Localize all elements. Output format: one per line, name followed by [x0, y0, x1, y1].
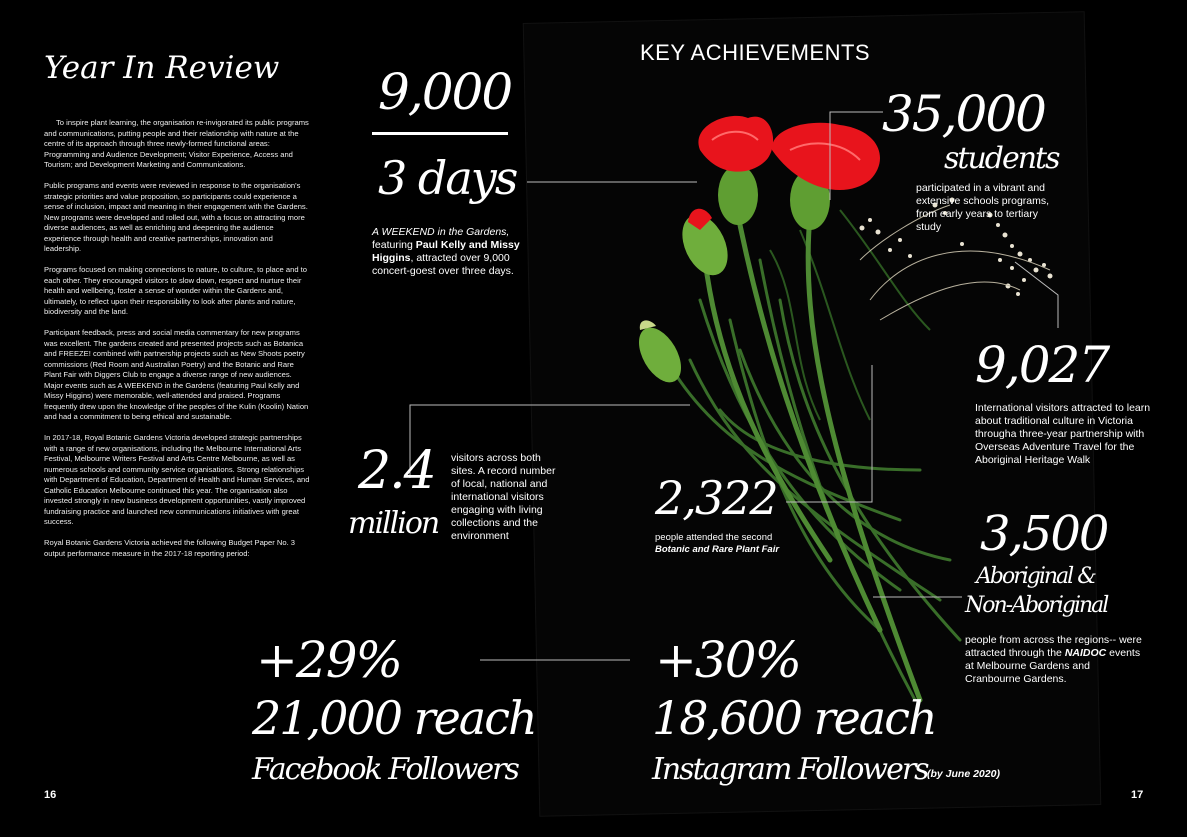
stat-visitors-caption: visitors across both sites. A record number of local, national and international visitors engaging with living collections and the environment [451, 452, 556, 542]
stat-instagram-reach: 18,600 reach [652, 691, 936, 745]
stat-fair-number: 2,322 [655, 471, 777, 525]
stat-instagram-label: Instagram Followers [652, 752, 928, 787]
caption-text: people from across the regions-- were attracted through the [965, 634, 1142, 659]
body-paragraph: To inspire plant learning, the organisation re-invigorated its public programs and communications, putting people and their relationship with nature at the centre of its approach through three newly-formed functional areas: Programming and Audience Development; Visitor Experience, Access and Tourism; and Development Marketing and Communications. [44, 118, 309, 169]
stat-concert-caption [372, 226, 522, 278]
stat-naidoc-caption [965, 634, 1145, 686]
stat-facebook-reach: 21,000 reach [252, 691, 536, 745]
stat-visitors-unit: million [348, 506, 439, 541]
page-number-right: 17 [1131, 789, 1144, 801]
body-paragraph: Programs focused on making connections to nature, to culture, to place and to each other. They encouraged visitors to slow down, respect and nurture their health and wellbeing, foster a sense of wonder within the Gardens and, ultimately, to reflect upon their responsibility to look after plants and nature, biodiversity and the land. [44, 265, 307, 316]
body-paragraph: Public programs and events were reviewed in response to the organisation's strategic priorities and value proposition, so participants could experience a sense of inclusion, impact and meaning in their engagement with the Gardens. New programs were developed and rolled out, with a focus on attracting more diverse audiences, as well as enriching and deepening the audience experience through health and creative partnerships, innovation and leadership. [44, 181, 308, 253]
body-text-column [44, 118, 310, 570]
stat-naidoc-number: 3,500 [980, 506, 1108, 562]
body-paragraph: Royal Botanic Gardens Victoria achieved the following Budget Paper No. 3 output performance measure in the 2017-18 reporting period: [44, 538, 296, 558]
stat-students-number: 35,000 [882, 85, 1045, 143]
stat-international-caption: International visitors attracted to learn about traditional culture in Victoria througha three-year partnership with Overseas Adventure Travel for the Aboriginal Heritage Walk [975, 402, 1151, 466]
body-paragraph: Participant feedback, press and social media commentary for new programs was excellent. The gardens created and presented projects such as Botanica and FREEZE! combined with partnership projects such as New Shoots poetry commissions (Red Room and Australian Poetry) and the Botanic and Rare Plant Fair with Diggers Club to engage a diverse range of new audiences. Major events such as A WEEKEND in the Gardens (featuring Paul Kelly and Missy Higgins) were memorable, well-attended and praised. Programs frequently drew upon the knowledge of the peoples of the Kulin (Koolin) Nation and had a commitment to being ethical and sustainable. [44, 328, 309, 421]
stat-instagram-note: (by June 2020) [927, 768, 1000, 780]
body-paragraph: In 2017-18, Royal Botanic Gardens Victoria developed strategic partnerships with a range of new organisations, including the Melbourne International Arts Festival, Melbourne Writers Festival and Arts Centre Melbourne, as well as numerous schools and community service organisations. Strong relationships with Department of Education, Department of Health and Human Services, and Catholic Education Melbourne continued this year. The organisation also invested strongly in new business development opportunities, vastly improved fundraising practice and launched new communications initiatives with great success. [44, 433, 310, 526]
caption-text: people attended the second [655, 532, 773, 543]
caption-event-name: A WEEKEND in the Gardens, [372, 226, 510, 238]
caption-naidoc: NAIDOC [1064, 647, 1107, 659]
stat-students-caption: participated in a vibrant and extensive schools programs, from early years to tertiary study [916, 182, 1050, 233]
key-achievements-heading: KEY ACHIEVEMENTS [640, 40, 871, 65]
caption-fair-name: Botanic and Rare Plant Fair [655, 544, 780, 555]
caption-text: , attracted over 9,000 concert-goest over three days. [372, 252, 514, 277]
stat-concert-days: 3 days [378, 151, 517, 205]
stat-concert-number: 9,000 [378, 63, 512, 121]
stat-concert-divider [372, 132, 508, 135]
page-number-left: 16 [44, 789, 57, 801]
caption-text: featuring [372, 239, 416, 251]
stat-instagram-percent: +30% [655, 631, 801, 689]
stat-naidoc-label-2: Non-Aboriginal [965, 593, 1108, 618]
stat-facebook-percent: +29% [256, 631, 402, 689]
caption-performers: Paul Kelly and Missy Higgins [372, 239, 520, 264]
stat-international-number: 9,027 [975, 336, 1109, 394]
stat-fair-caption [655, 532, 815, 556]
stat-visitors-number: 2.4 [358, 441, 435, 501]
caption-text: events at Melbourne Gardens and Cranbourne Gardens. [965, 647, 1141, 685]
page-title: Year In Review [44, 50, 280, 86]
stat-facebook-label: Facebook Followers [252, 752, 518, 787]
stat-students-label: students [944, 141, 1059, 176]
stat-naidoc-label-1: Aboriginal & [976, 564, 1095, 589]
